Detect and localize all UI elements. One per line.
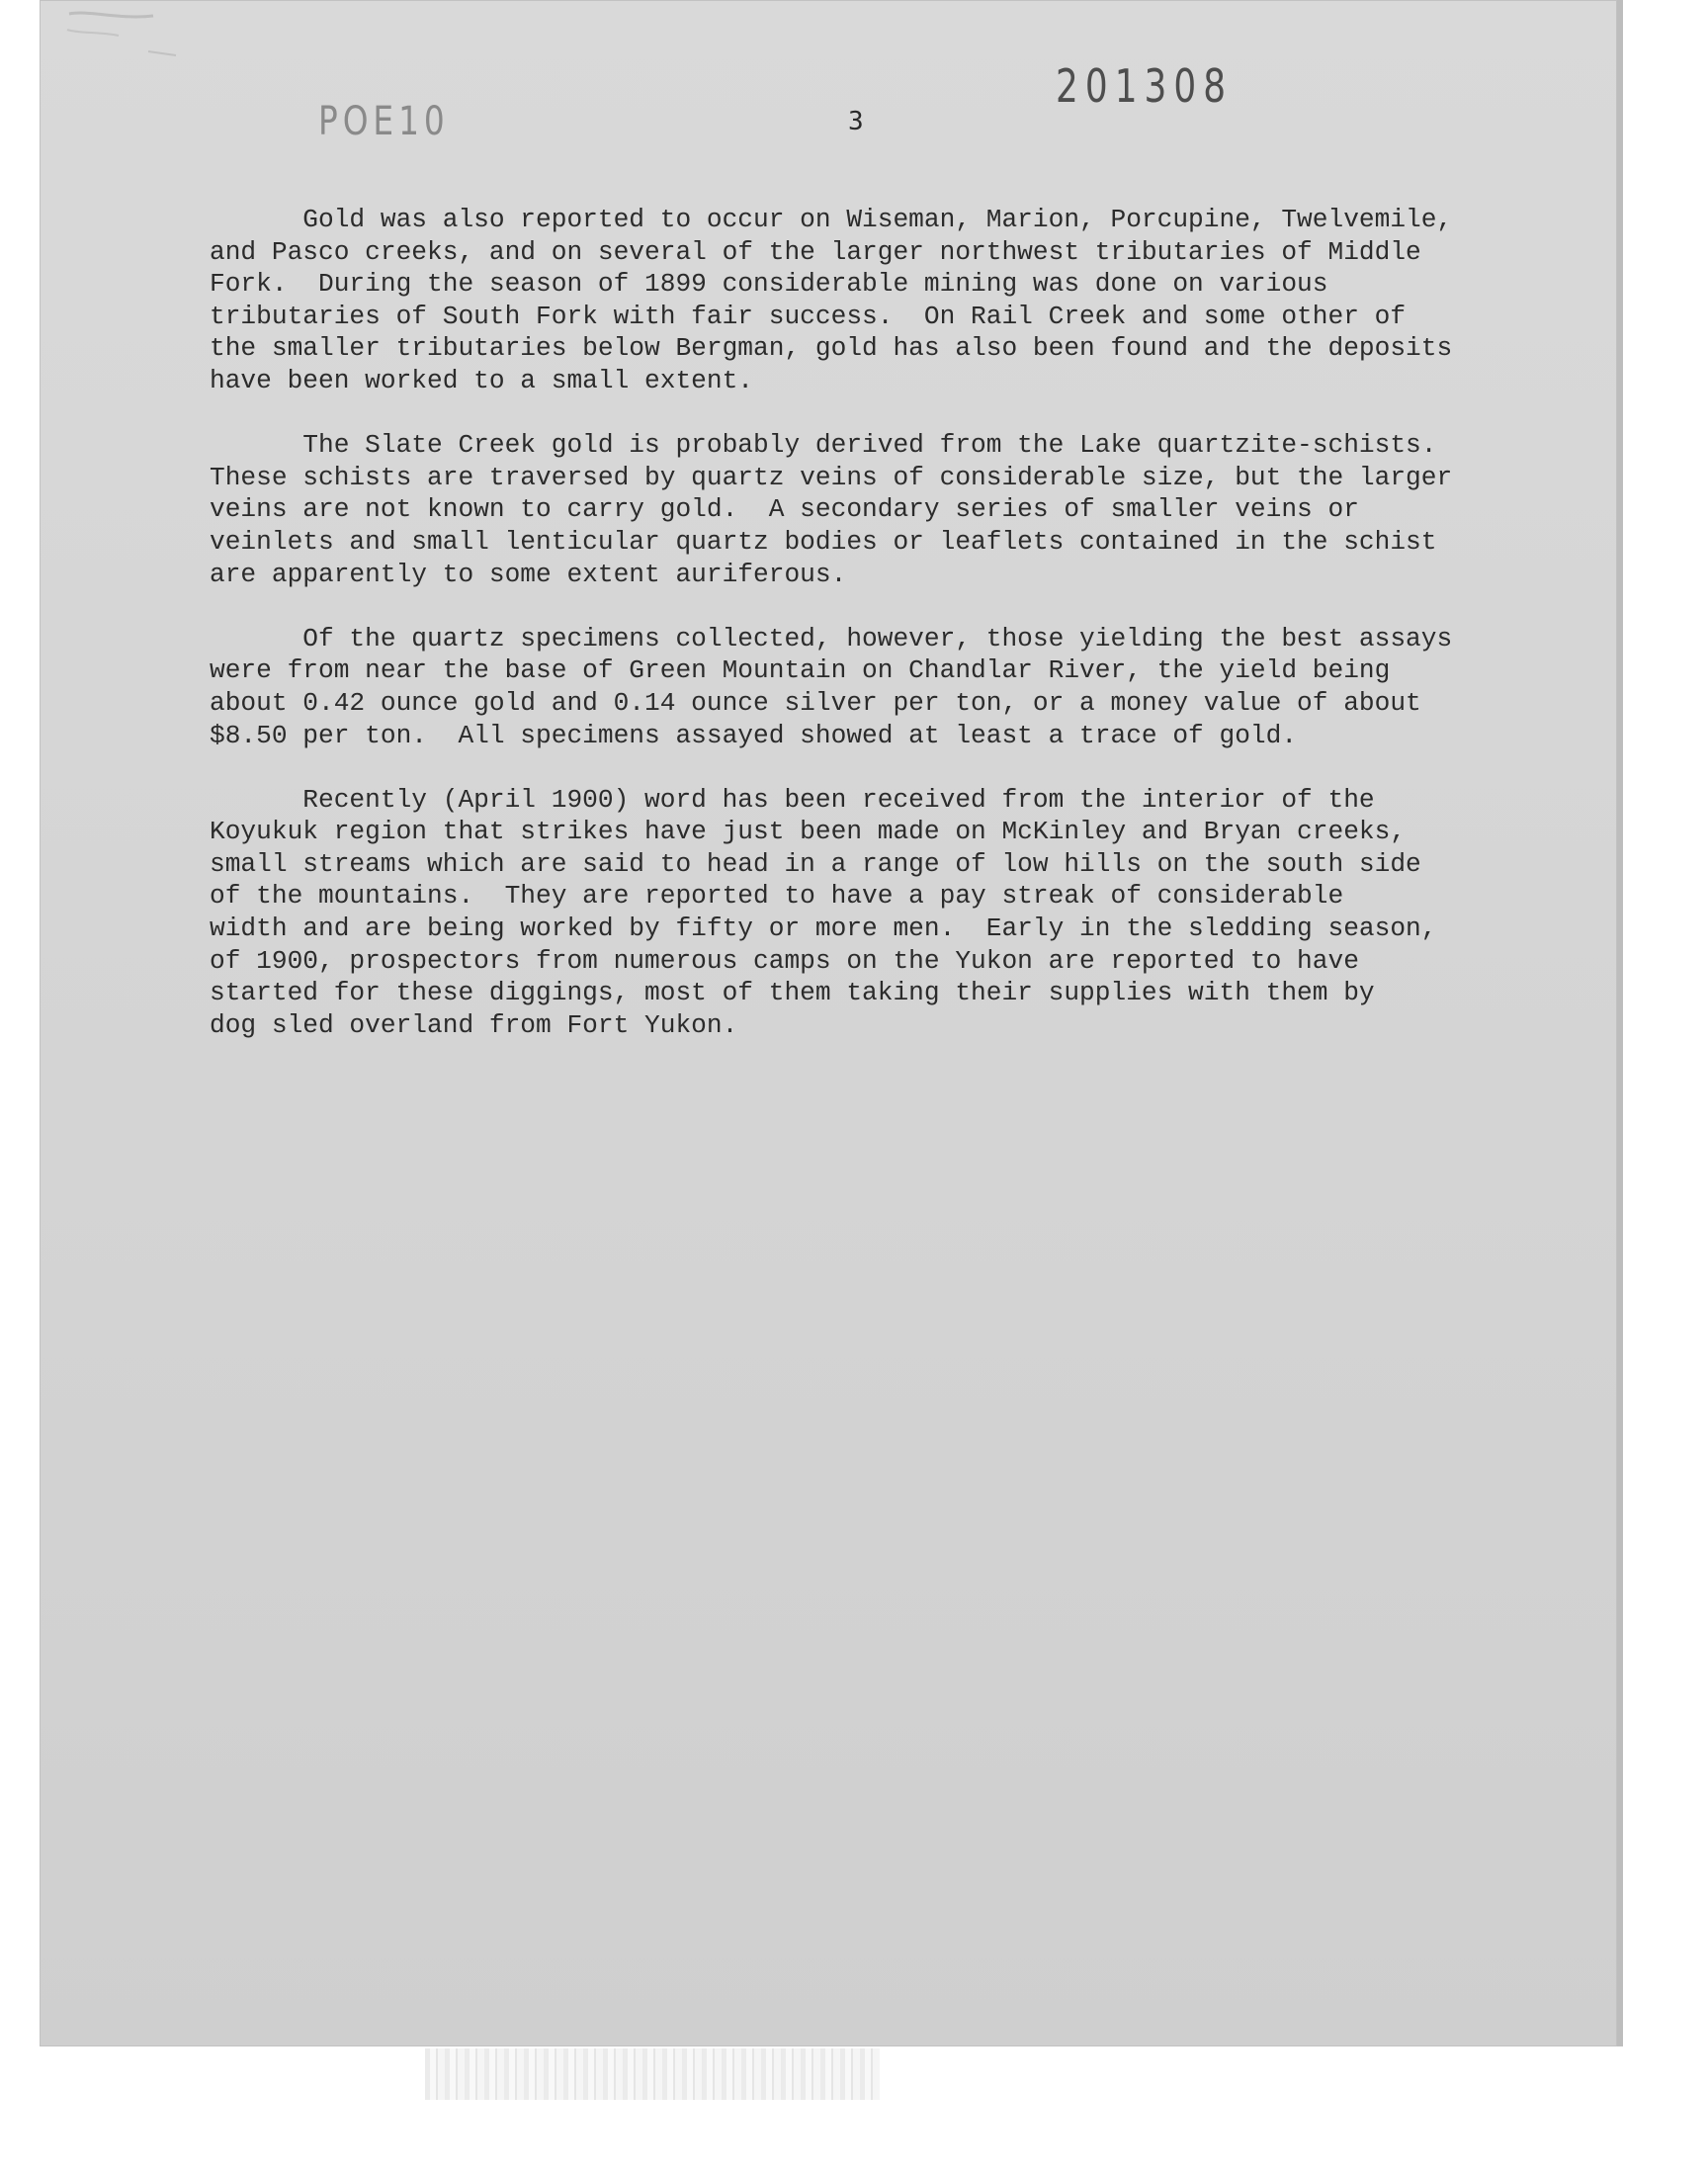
text-line: Of the quartz specimens collected, however, those yielding the best assays <box>210 623 1453 653</box>
paragraph <box>210 429 1554 590</box>
text-line: dog sled overland from Fort Yukon. <box>210 1009 738 1040</box>
body-text <box>210 204 1554 1074</box>
text-line: of 1900, prospectors from numerous camps on the Yukon are reported to have <box>210 945 1359 976</box>
text-line: are apparently to some extent auriferous. <box>210 559 847 589</box>
paragraph <box>210 204 1554 397</box>
text-line: started for these diggings, most of them taking their supplies with them by <box>210 978 1375 1008</box>
text-line: The Slate Creek gold is probably derived from the Lake quartzite-schists. <box>210 430 1437 461</box>
stamp-number-left: POE10 <box>318 99 450 144</box>
text-line: Recently (April 1900) word has been received from the interior of the <box>210 784 1375 815</box>
page-number: 3 <box>848 107 864 136</box>
text-line: Koyukuk region that strikes have just been made on McKinley and Bryan creeks, <box>210 817 1407 847</box>
stamp-number-right: 201308 <box>1056 59 1234 113</box>
paragraph <box>210 623 1554 751</box>
text-line: These schists are traversed by quartz veins of considerable size, but the larger <box>210 462 1453 492</box>
text-line: small streams which are said to head in a range of low hills on the south side <box>210 848 1421 879</box>
text-line: veinlets and small lenticular quartz bodies or leaflets contained in the schist <box>210 526 1437 557</box>
text-line: have been worked to a small extent. <box>210 365 754 395</box>
sheet-edge <box>1617 0 1623 2046</box>
text-line: Gold was also reported to occur on Wiseman, Marion, Porcupine, Twelvemile, <box>210 205 1453 234</box>
text-line: and Pasco creeks, and on several of the larger northwest tributaries of Middle <box>210 236 1421 267</box>
text-line: tributaries of South Fork with fair success. On Rail Creek and some other of <box>210 301 1407 331</box>
text-line: the smaller tributaries below Bergman, gold has also been found and the deposits <box>210 333 1453 364</box>
paragraph <box>210 784 1554 1042</box>
text-line: width and are being worked by fifty or more men. Early in the sledding season, <box>210 914 1437 944</box>
text-line: Fork. During the season of 1899 considerable mining was done on various <box>210 269 1328 300</box>
text-line: of the mountains. They are reported to have a pay streak of considerable <box>210 881 1344 912</box>
text-line: $8.50 per ton. All specimens assayed showed at least a trace of gold. <box>210 720 1298 750</box>
text-line: were from near the base of Green Mountain on Chandlar River, the yield being <box>210 655 1391 686</box>
scanner-artifact-strip <box>425 2048 880 2100</box>
text-line: about 0.42 ounce gold and 0.14 ounce silver per ton, or a money value of about <box>210 687 1421 718</box>
corner-smudge-mark <box>59 0 188 69</box>
text-line: veins are not known to carry gold. A secondary series of smaller veins or <box>210 494 1359 525</box>
